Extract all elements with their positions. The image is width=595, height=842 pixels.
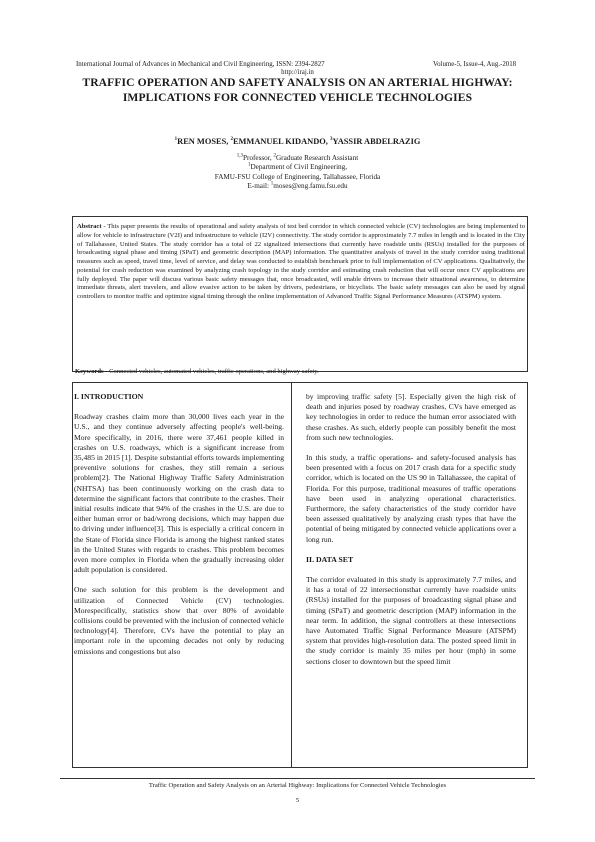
journal-url[interactable]: http://iraj.in bbox=[281, 69, 314, 76]
section-heading-introduction: I. INTRODUCTION bbox=[74, 392, 144, 401]
right-column bbox=[306, 392, 516, 677]
paragraph: Roadway crashes claim more than 30,000 lives each year in the U.S., and they continue adversely affecting people's well-being. More specifically, in 2016, there were 37,461 people killed in crashes on U.S. roadways, which is a significant increase from 35,485 in 2015 [1]. Despite substantial efforts towards implementing preventive solutions for crashes, they still remain a serious problem[2]. The National Highway Traffic Safety Administration (NHTSA) has been continuously working on the crash data to determine the significant factors that contribute to the crashes. Their initial results indicate that 94% of the crashes in the U.S. are due to either human error or bad/wrong decisions, which may happen due to driving under influence[3]. This is especially a critical concern in the State of Florida since Florida is among the highest ranked states in the United States with regards to crashes. This problem becomes even more complex in Florida when the gradually increasing older adult population is considered. bbox=[74, 412, 284, 575]
paragraph: The corridor evaluated in this study is approximately 7.7 miles, and it has a total of 22 intersectionsthat currently have roadside units (RSUs) installed for the purposes of broadcasting signal phase and timing (SPaT) and geometric description (MAP) information in the near term. In addition, the signal controllers at these intersections have Automated Traffic Signal Performance Measure (ATSPM) system that provides high-resolution data. The posted speed limit in the study corridor is mainly 35 miles per hour (mph) in some sections closer to downtown but the speed limit bbox=[306, 575, 516, 666]
email-address[interactable]: moses@eng.famu.fsu.edu bbox=[273, 182, 348, 191]
journal-header: International Journal of Advances in Mechanical and Civil Engineering, ISSN: 2394-2827 bbox=[76, 61, 325, 68]
keywords-text: - Connected vehicles, automated vehicles, traffic operations, and highway safety. bbox=[103, 368, 319, 375]
abstract bbox=[77, 223, 525, 302]
abstract-label: Abstract bbox=[77, 223, 102, 230]
affiliation-role: Professor, bbox=[243, 154, 274, 162]
paper-title: TRAFFIC OPERATION AND SAFETY ANALYSIS ON AN ARTERIAL HIGHWAY: IMPLICATIONS FOR CONNECTED VEHICLE TECHNOLOGIES bbox=[82, 76, 513, 104]
affiliation-role: Graduate Research Assistant bbox=[275, 154, 359, 162]
author-sup: 2 bbox=[230, 137, 233, 143]
section-heading-data-set: II. DATA SET bbox=[306, 554, 354, 564]
affiliation-block bbox=[100, 154, 495, 192]
author-sup: 1 bbox=[174, 137, 178, 143]
affiliation-line bbox=[100, 154, 495, 163]
affiliation-sup: 1 bbox=[270, 181, 274, 187]
keywords-label: Keywords bbox=[75, 368, 104, 375]
affiliation-line: FAMU-FSU College of Engineering, Tallahassee, Florida bbox=[214, 172, 381, 181]
department: Department of Civil Engineering, bbox=[250, 163, 348, 172]
keywords bbox=[75, 368, 525, 375]
page-number: 5 bbox=[295, 797, 300, 804]
paragraph: One such solution for this problem is the development and utilization of Connected Vehicle (CV) technologies. Morespecifically, statistics show that over 80% of avoidable collisions could be prevented with the inclusion of connected vehicle technology[4]. Therefore, CVs have the potential to play an important role in the upcoming decades not only by reducing emissions and congestions but also bbox=[74, 585, 284, 656]
author-name: REN MOSES, bbox=[177, 137, 231, 146]
column-divider bbox=[291, 382, 292, 768]
footer-rule bbox=[60, 778, 535, 779]
author-list bbox=[60, 137, 535, 146]
affiliation-sup: 1 bbox=[247, 163, 251, 169]
author-name: YASSIR ABDELRAZIG bbox=[332, 137, 421, 146]
volume-info: Volume-5, Issue-4, Aug.-2018 bbox=[433, 61, 517, 68]
affiliation-sup: 1,3 bbox=[236, 153, 244, 159]
paragraph: In this study, a traffic operations- and safety-focused analysis has been presented with a focus on 2017 crash data for a specific study corridor, which is located on the US 90 in Tallahassee, the capital of Florida. For this purpose, traditional measures of traffic operations have been used in analyzing operational characteristics. Furthermore, the safety characteristics of the study corridor have been assessed qualitatively by analyzing crash types that have the potential of being mitigated by connected vehicle applications over a long run. bbox=[306, 453, 516, 544]
abstract-text: - This paper presents the results of operational and safety analysis of test bed corridor in which connected vehicle (CV) technologies are being implemented to allow for vehicle to infrastructure (V2I) and infrastructure to vehicle (I2V) connectivity. The study corridor is approximately 7.7 miles in length and is located in the City of Tallahassee, United States. The study corridor has a total of 22 signalized intersections that currently have roadside units (RSUs) installed for the purposes of broadcasting signal phase and timing (SPaT) and geometric description (MAP) information. The quantitative analysis of travel in the study corridor using traditional measures such as speed, travel time, level of service, and delay was conducted to establish benchmark prior to full implementation of CV applications. Qualitatively, the potential for crash reduction was examined by analyzing crash topology in the study corridor and estimating crash reduction that will occur once CV applications are fully deployed. The paper will discuss various basic safety messages that, once broadcasted, will enable drivers to increase their situational awareness, to determine immediate threats, alert travelers, and allow evasive action to be taken by drivers, pedestrians, or bicyclists. The basic safety messages can also be used by signal controllers to monitor traffic and optimize signal timing through the online implementation of Advanced Traffic Signal Performance Measures (ATSPM) system. bbox=[77, 223, 525, 300]
left-column bbox=[74, 392, 284, 667]
abstract-box bbox=[72, 216, 528, 372]
author-name: EMMANUEL KIDANDO, bbox=[232, 137, 330, 146]
paragraph: by improving traffic safety [5]. Especially given the high risk of death and injuries posed by roadway crashes, CVs have emerged as key technologies in order to reduce the human error associated with these crashes. As such, elderly people can possibly benefit the most from such new technologies. bbox=[306, 392, 516, 442]
email-label: E-mail: bbox=[247, 182, 271, 191]
author-sup: 3 bbox=[329, 137, 333, 143]
affiliation-sup: 2 bbox=[273, 153, 276, 159]
affiliation-line bbox=[100, 163, 495, 172]
running-title: Traffic Operation and Safety Analysis on an Arterial Highway: Implications for Connected Vehicle Technologies bbox=[148, 782, 447, 789]
email-line bbox=[100, 182, 495, 191]
